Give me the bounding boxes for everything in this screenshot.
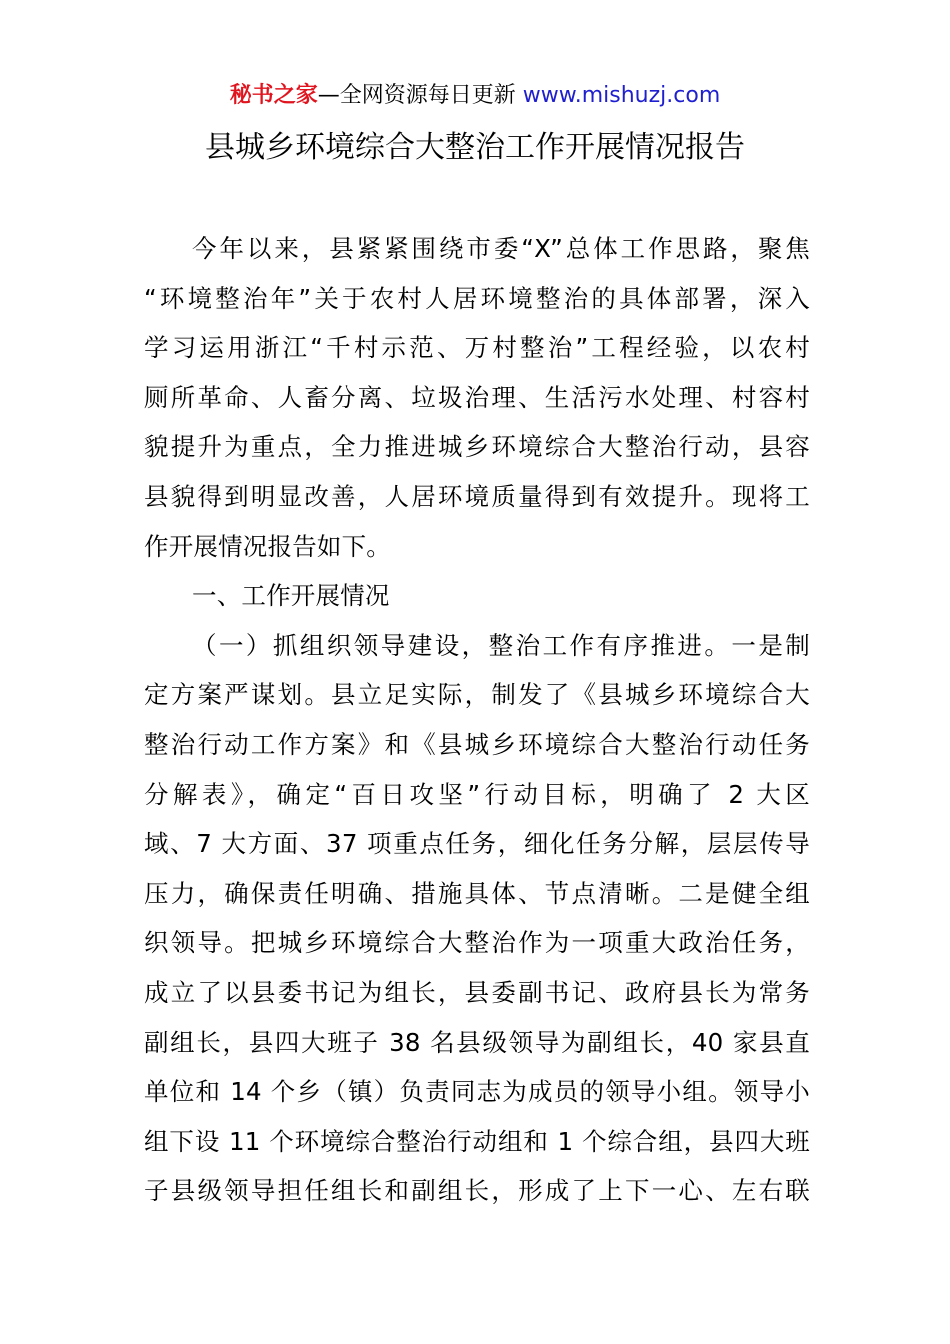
paragraph-line: 压力，确保责任明确、措施具体、节点清晰。二是健全组 [144,878,810,908]
paragraph-line: 学习运用浙江“千村示范、万村整治”工程经验，以农村 [144,333,810,363]
paragraph-line: 单位和 14 个乡（镇）负责同志为成员的领导小组。领导小 [144,1077,810,1107]
document-body [144,224,810,1216]
paragraph-line: 域、7 大方面、37 项重点任务，细化任务分解，层层传导 [144,829,810,859]
paragraph-line: 成立了以县委书记为组长，县委副书记、政府县长为常务 [144,977,810,1007]
paragraph-line: 貌提升为重点，全力推进城乡环境综合大整治行动，县容 [144,432,810,462]
paragraph-line: 定方案严谋划。县立足实际，制发了《县城乡环境综合大 [144,680,810,710]
paragraph-line: 副组长，县四大班子 38 名县级领导为副组长，40 家县直 [144,1027,810,1057]
paragraph-line: 组下设 11 个环境综合整治行动组和 1 个综合组，县四大班 [144,1126,810,1156]
paragraph-line: 作开展情况报告如下。 [144,531,391,561]
paragraph-line: 今年以来，县紧紧围绕市委“X”总体工作思路，聚焦 [192,234,810,263]
paragraph-line: 厕所革命、人畜分离、垃圾治理、生活污水处理、村容村 [144,382,810,412]
paragraph-line: “环境整治年”关于农村人居环境整治的具体部署，深入 [144,283,810,313]
document-title: 县城乡环境综合大整治工作开展情况报告 [205,130,745,165]
site-tagline: —全网资源每日更新 [317,83,523,108]
section-heading: 一、工作开展情况 [192,581,390,611]
site-url-link[interactable]: www.mishuzj.com [522,83,721,108]
paragraph-line: 子县级领导担任组长和副组长，形成了上下一心、左右联 [144,1176,810,1206]
brand-name[interactable]: 秘书之家 [229,83,318,108]
paragraph-line: （一）抓组织领导建设，整治工作有序推进。一是制 [192,630,810,660]
site-header [0,80,950,112]
paragraph-line: 整治行动工作方案》和《县城乡环境综合大整治行动任务 [144,729,810,759]
paragraph-line: 分解表》，确定“百日攻坚”行动目标，明确了 2 大区 [144,779,810,809]
paragraph-line: 县貌得到明显改善，人居环境质量得到有效提升。现将工 [144,481,810,511]
paragraph-line: 织领导。把城乡环境综合大整治作为一项重大政治任务， [144,928,810,958]
